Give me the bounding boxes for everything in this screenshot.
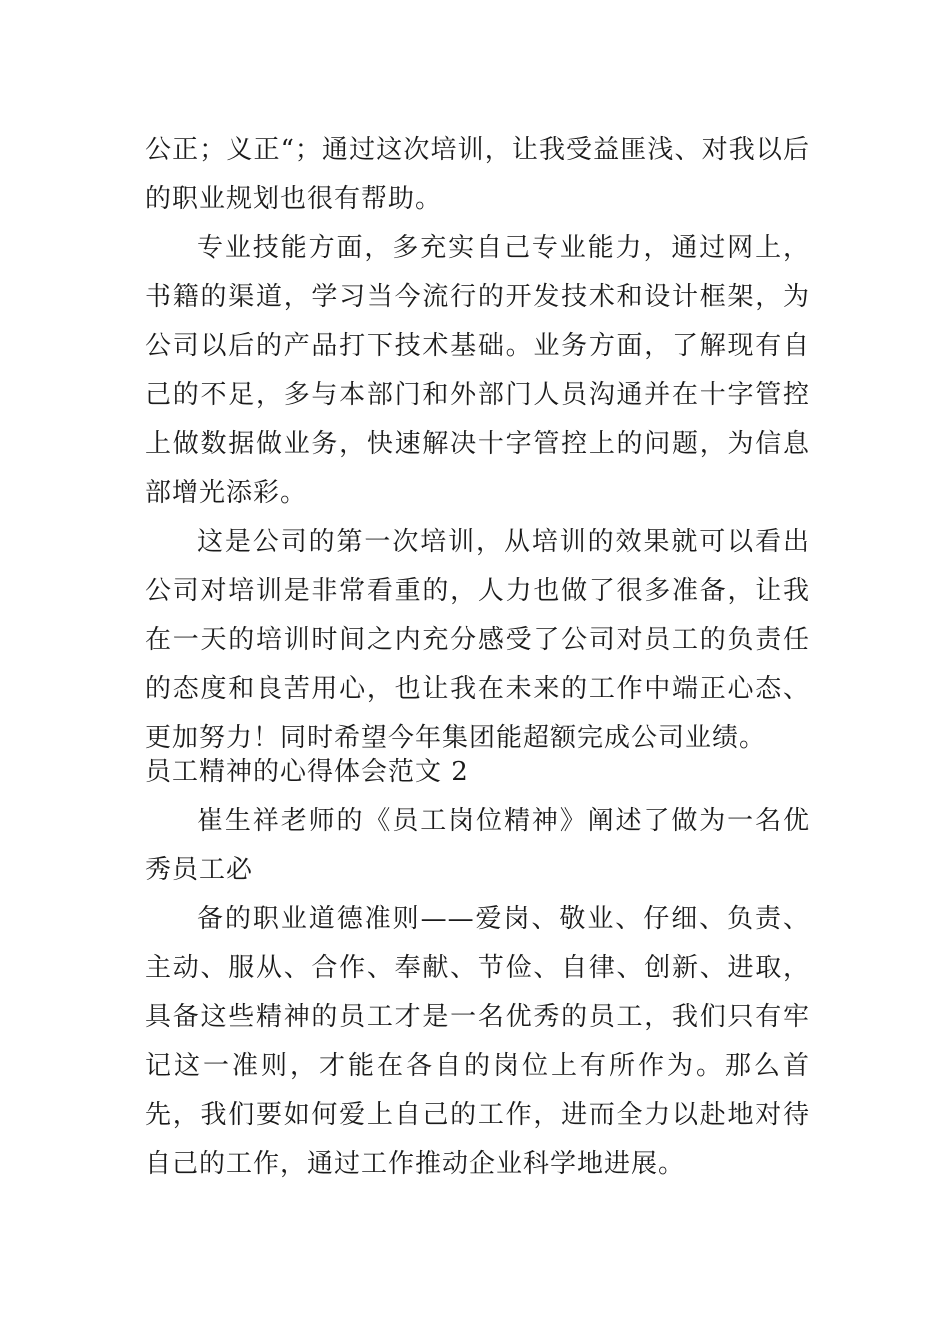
section-2-body [145,797,810,1189]
section-2-heading: 员工精神的心得体会范文 2 [145,757,469,787]
paragraph-continuation: 公正；义正“；通过这次培训，让我受益匪浅、对我以后的职业规划也很有帮助。 [145,135,810,214]
paragraph-training-summary: 这是公司的第一次培训，从培训的效果就可以看出公司对培训是非常看重的，人力也做了很多准备，让我在一天的培训时间之内充分感受了公司对员工的负责任的态度和良苦用心，也让我在未来的工作中端正心态、更加努力！同时希望今年集团能超额完成公司业绩。 [145,527,810,753]
section-1-body [145,126,810,763]
paragraph-professional-skills: 专业技能方面，多充实自己专业能力，通过网上，书籍的渠道，学习当今流行的开发技术和设计框架，为公司以后的产品打下技术基础。业务方面，了解现有自己的不足，多与本部门和外部门人员沟通并在十字管控上做数据做业务，快速解决十字管控上的问题，为信息部增光添彩。 [145,233,810,508]
paragraph-professional-ethics: 备的职业道德准则——爱岗、敬业、仔细、负责、主动、服从、合作、奉献、节俭、自律、创新、进取，具备这些精神的员工才是一名优秀的员工，我们只有牢记这一准则，才能在各自的岗位上有所作为。那么首先，我们要如何爱上自己的工作，进而全力以赴地对待自己的工作，通过工作推动企业科学地进展。 [145,904,810,1179]
paragraph-post-spirit-intro: 崔生祥老师的《员工岗位精神》阐述了做为一名优秀员工必 [145,806,810,885]
